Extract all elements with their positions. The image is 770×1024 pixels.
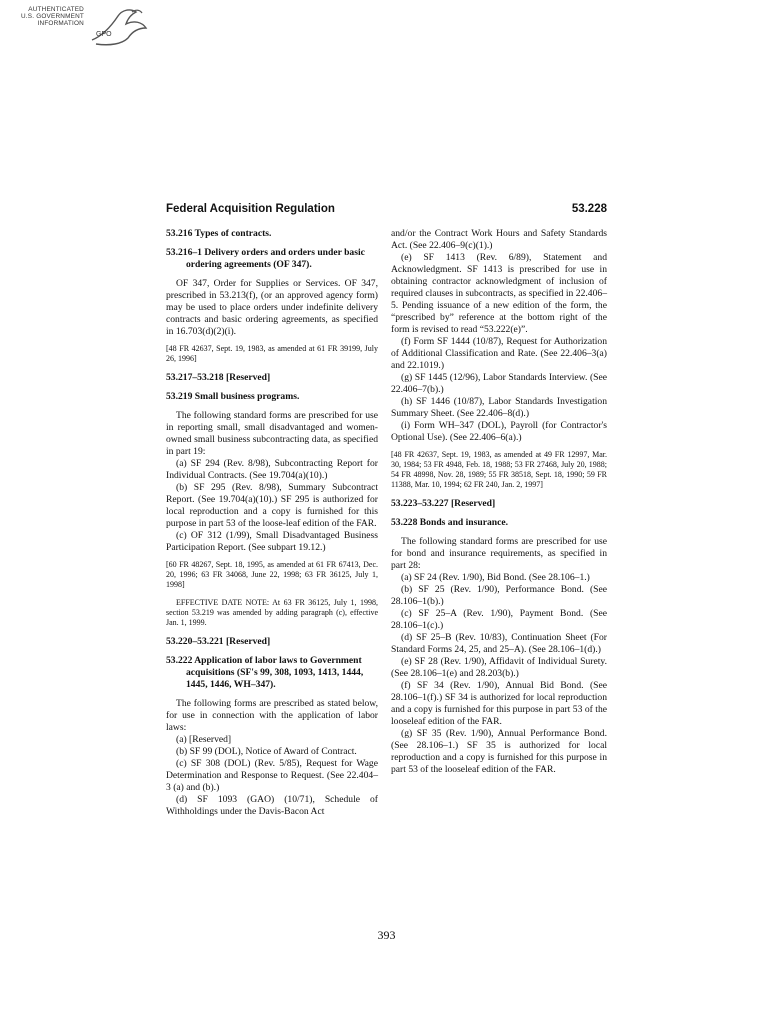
- paragraph: (e) SF 1413 (Rev. 6/89), Statement and Acknowledgment. SF 1413 is prescribed for use in obtaining contractor acknowledgment of inclusion of required clauses in subcontracts, as specified in 22.406–5. Pending issuance of a new edition of the form, the “prescribed by” reference at the bottom right of the form is revised to read “53.222(e)”.: [391, 252, 607, 335]
- paragraph: OF 347, Order for Supplies or Services. OF 347, prescribed in 53.213(f), (or an approved agency form) may be used to place orders under indefinite delivery contracts and basic ordering agreements, as specified in 16.703(d)(2)(i).: [166, 278, 378, 337]
- paragraph: The following forms are prescribed as stated below, for use in connection with the application of labor laws:: [166, 698, 378, 733]
- section-heading: 53.223–53.227 [Reserved]: [391, 498, 496, 509]
- section-heading: 53.217–53.218 [Reserved]: [166, 372, 271, 383]
- citation: [60 FR 48267, Sept. 18, 1995, as amended at 61 FR 67413, Dec. 20, 1996; 63 FR 34068, June 22, 1998; 63 FR 36125, July 1, 1998]: [166, 560, 378, 589]
- paragraph: (a) [Reserved]: [176, 734, 232, 745]
- paragraph: (a) SF 24 (Rev. 1/90), Bid Bond. (See 28.106–1.): [401, 572, 590, 583]
- paragraph: (d) SF 1093 (GAO) (10/71), Schedule of Withholdings under the Davis-Bacon Act: [166, 794, 378, 817]
- paragraph: (i) Form WH–347 (DOL), Payroll (for Contractor's Optional Use). (See 22.406–6(a).): [391, 420, 607, 443]
- paragraph: and/or the Contract Work Hours and Safety Standards Act. (See 22.406–9(c)(1).): [391, 228, 607, 251]
- paragraph: (f) SF 34 (Rev. 1/90), Annual Bid Bond. (See 28.106–1(f).) SF 34 is authorized for local reproduction and a copy is furnished for this purpose in part 53 of the looseleaf edition of the FAR.: [391, 680, 607, 727]
- seal-text: [18, 6, 84, 28]
- paragraph: (b) SF 295 (Rev. 8/98), Summary Subcontract Report. (See 19.704(a)(10).) SF 295 is authorized for local reproduction and a copy is furnished for this purpose in part 53 of the loose-leaf edition of the FAR.: [166, 482, 378, 529]
- paragraph: (b) SF 25 (Rev. 1/90), Performance Bond. (See 28.106–1(b).): [391, 584, 607, 607]
- right-column: [391, 228, 607, 776]
- paragraph: (c) SF 308 (DOL) (Rev. 5/85), Request for Wage Determination and Response to Request. (See 22.404–3 (a) and (b).): [166, 758, 378, 793]
- citation: [48 FR 42637, Sept. 19, 1983, as amended at 49 FR 12997, Mar. 30, 1984; 53 FR 4948, Feb. 18, 1988; 53 FR 27468, July 20, 1988; 54 FR 48998, Nov. 28, 1989; 55 FR 38518, Sept. 18, 1990; 59 FR 11388, Mar. 10, 1994; 62 FR 240, Jan. 2, 1997]: [391, 450, 607, 489]
- paragraph: (a) SF 294 (Rev. 8/98), Subcontracting Report for Individual Contracts. (See 19.704(a)(10).): [166, 458, 378, 481]
- section-heading: 53.219 Small business programs.: [166, 391, 300, 402]
- page-number: 393: [377, 928, 396, 942]
- effective-date-note: EFFECTIVE DATE NOTE: At 63 FR 36125, July 1, 1998, section 53.219 was amended by adding paragraph (c), effective Jan. 1, 1999.: [166, 598, 378, 627]
- seal-line-3: INFORMATION: [37, 20, 84, 28]
- seal-gpo: GPO: [96, 31, 112, 38]
- seal-line-1: AUTHENTICATED: [28, 6, 84, 13]
- left-column: [166, 228, 378, 818]
- paragraph: (h) SF 1446 (10/87), Labor Standards Investigation Summary Sheet. (See 22.406–8(d).): [391, 396, 607, 419]
- paragraph: (c) OF 312 (1/99), Small Disadvantaged Business Participation Report. (See subpart 19.12.): [166, 530, 378, 553]
- paragraph: (e) SF 28 (Rev. 1/90), Affidavit of Individual Surety. (See 28.106–1(e) and 28.203(b).): [391, 656, 607, 679]
- paragraph: (b) SF 99 (DOL), Notice of Award of Contract.: [176, 746, 357, 757]
- paragraph: The following standard forms are prescribed for use for bond and insurance requirements, as specified in part 28:: [391, 536, 607, 571]
- eagle-icon: [88, 6, 158, 50]
- paragraph: (c) SF 25–A (Rev. 1/90), Payment Bond. (See 28.106–1(c).): [391, 608, 607, 631]
- gpo-authentication-seal: [18, 6, 144, 50]
- seal-line-2: U.S. GOVERNMENT: [20, 13, 84, 21]
- header-title: Federal Acquisition Regulation: [166, 203, 335, 215]
- paragraph: (d) SF 25–B (Rev. 10/83), Continuation Sheet (For Standard Forms 24, 25, and 25–A). (See 28.106–1(d).): [391, 632, 607, 655]
- paragraph: (g) SF 35 (Rev. 1/90), Annual Performance Bond. (See 28.106–1.) SF 35 is authorized for local reproduction and a copy is furnished for this purpose in part 53 of the looseleaf edition of the FAR.: [391, 728, 607, 775]
- paragraph: (f) Form SF 1444 (10/87), Request for Authorization of Additional Classification and Rate. (See 22.406–3(a) and 22.1019.): [391, 336, 607, 371]
- paragraph: The following standard forms are prescribed for use in reporting small, small disadvantaged and women-owned small business subcontracting data, as specified in part 19:: [166, 410, 378, 457]
- citation: [48 FR 42637, Sept. 19, 1983, as amended at 61 FR 39199, July 26, 1996]: [166, 344, 378, 363]
- section-heading: 53.228 Bonds and insurance.: [391, 517, 509, 528]
- section-heading: 53.222 Application of labor laws to Government acquisitions (SF's 99, 308, 1093, 1413, 1444, 1445, 1446, WH–347).: [166, 655, 364, 690]
- section-heading: 53.220–53.221 [Reserved]: [166, 636, 271, 647]
- section-heading: 53.216–1 Delivery orders and orders under basic ordering agreements (OF 347).: [166, 247, 365, 270]
- paragraph: (g) SF 1445 (12/96), Labor Standards Interview. (See 22.406–7(b).): [391, 372, 607, 395]
- section-heading: 53.216 Types of contracts.: [166, 228, 272, 239]
- header-section: 53.228: [571, 203, 607, 215]
- running-header: [166, 203, 607, 219]
